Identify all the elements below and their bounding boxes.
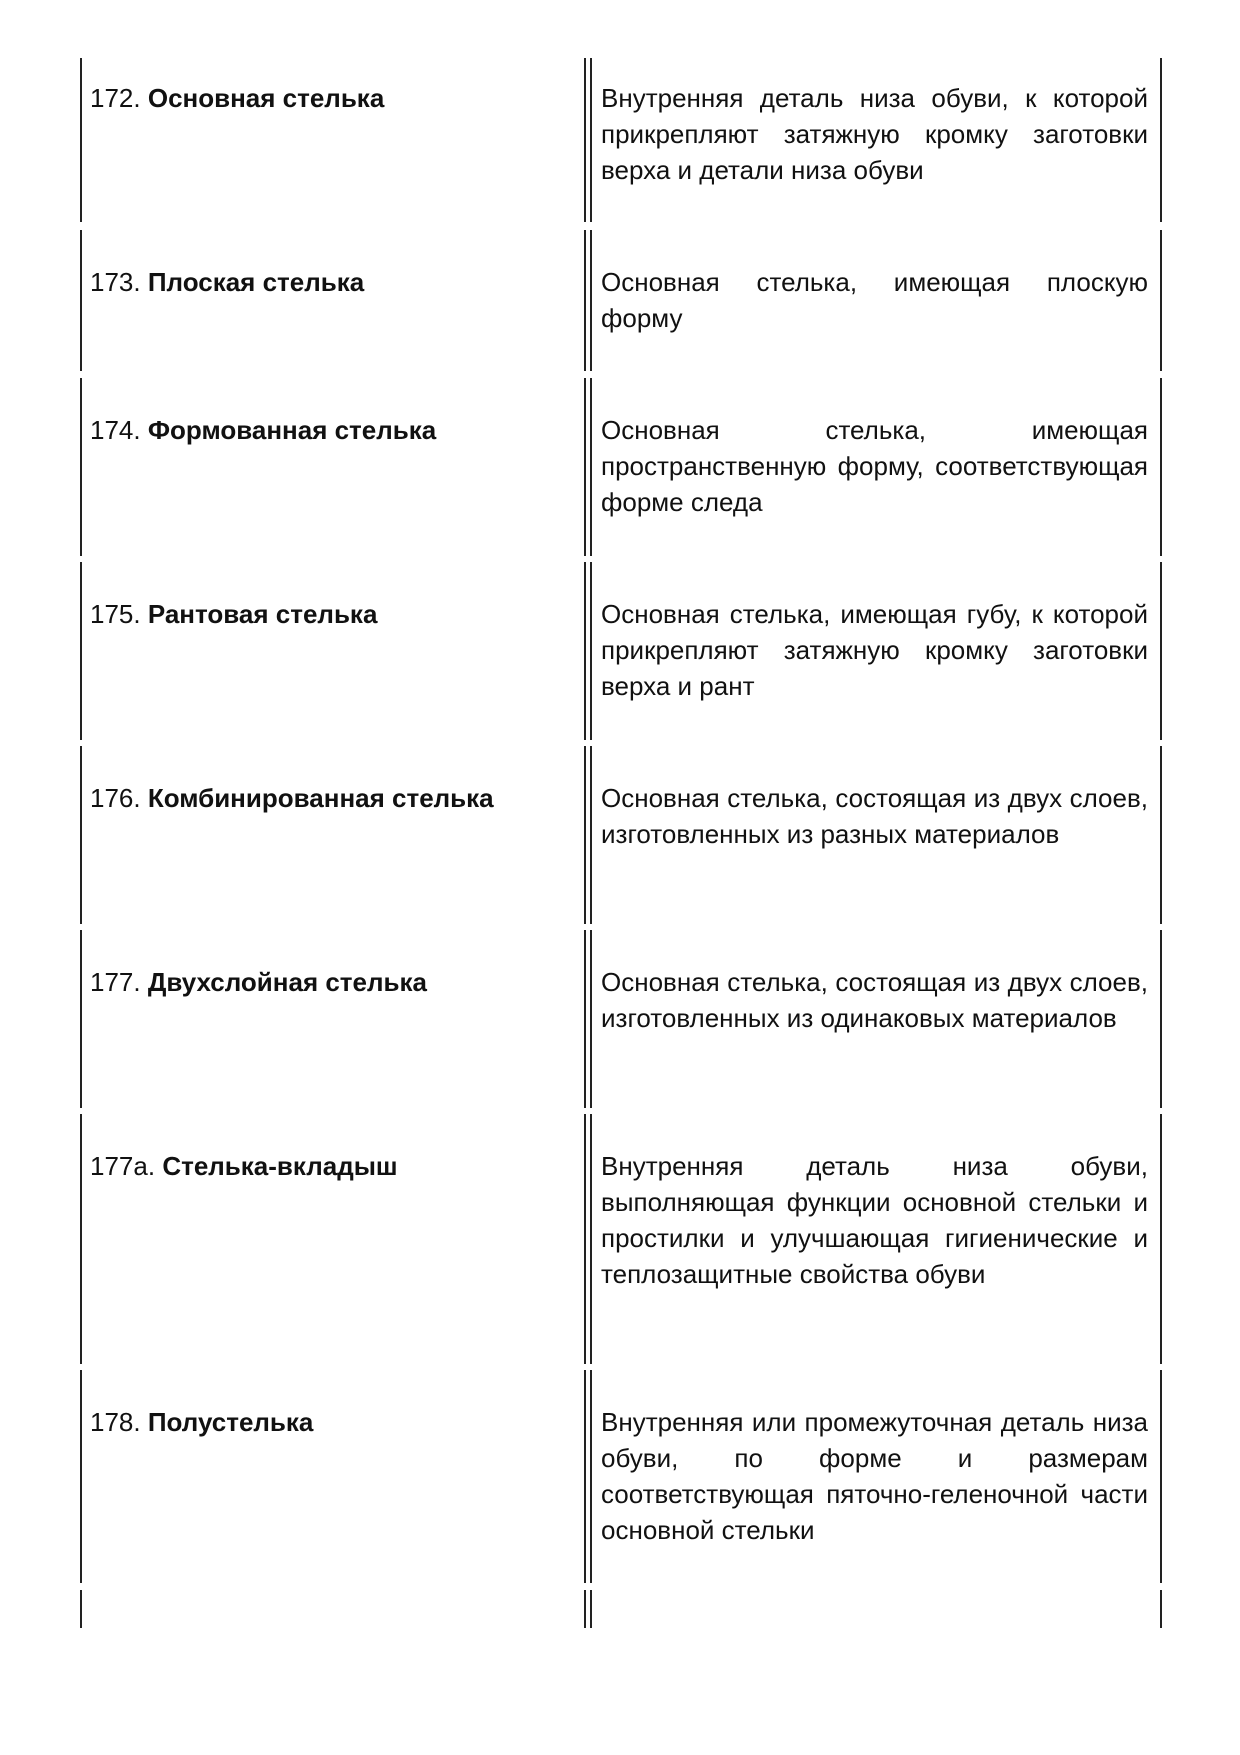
left-border-row-9	[80, 1590, 82, 1628]
definition-cell-178: Внутренняя или промежуточная деталь низа обуви, по форме и размерам соответствующая пяточно-геленочной части основной стельки	[601, 1407, 1148, 1545]
middle-border-a-row-9	[584, 1590, 586, 1628]
definition-cell-174: Основная стелька, имеющая пространственную форму, соответствующая форме следа	[601, 415, 1148, 517]
term-name: Стелька-вкладыш	[162, 1151, 398, 1181]
middle-border-b-row-8	[590, 1370, 592, 1583]
right-border-row-9	[1160, 1590, 1162, 1628]
middle-border-b-row-5	[590, 746, 592, 924]
middle-border-b-row-3	[590, 378, 592, 556]
term-number: 173.	[90, 267, 141, 297]
middle-border-a-row-3	[584, 378, 586, 556]
term-name: Полустелька	[147, 1407, 314, 1437]
term-number: 177.	[90, 967, 141, 997]
middle-border-b-row-2	[590, 230, 592, 371]
middle-border-a-row-6	[584, 930, 586, 1108]
middle-border-a-row-5	[584, 746, 586, 924]
left-border-row-3	[80, 378, 82, 556]
left-border-row-2	[80, 230, 82, 371]
definition-cell-177: Основная стелька, состоящая из двух слоев, изготовленных из одинаковых материалов	[601, 967, 1148, 1033]
right-border-row-8	[1160, 1370, 1162, 1583]
term-name: Плоская стелька	[147, 267, 365, 297]
middle-border-b-row-9	[590, 1590, 592, 1628]
left-border-row-4	[80, 562, 82, 740]
term-cell-177a	[90, 1148, 560, 1184]
term-number: 175.	[90, 599, 141, 629]
term-cell-178	[90, 1404, 560, 1440]
term-number: 176.	[90, 783, 141, 813]
term-number: 172.	[90, 83, 141, 113]
middle-border-b-row-6	[590, 930, 592, 1108]
term-number: 178.	[90, 1407, 141, 1437]
left-border-row-7	[80, 1114, 82, 1364]
right-border-row-2	[1160, 230, 1162, 371]
middle-border-b-row-4	[590, 562, 592, 740]
definition-cell-175: Основная стелька, имеющая губу, к которой прикрепляют затяжную кромку заготовки верха и рант	[601, 599, 1148, 701]
term-cell-177	[90, 964, 560, 1000]
definition-cell-176: Основная стелька, состоящая из двух слоев, изготовленных из разных материалов	[601, 783, 1148, 849]
term-number: 174.	[90, 415, 141, 445]
term-name: Комбинированная стелька	[147, 783, 494, 813]
middle-border-b-row-7	[590, 1114, 592, 1364]
term-cell-174	[90, 412, 560, 448]
middle-border-a-row-7	[584, 1114, 586, 1364]
definition-cell-177a: Внутренняя деталь низа обуви, выполняющая функции основной стельки и простилки и улучшающая гигиенические и теплозащитные свойства обуви	[601, 1151, 1148, 1289]
left-border-row-8	[80, 1370, 82, 1583]
right-border-row-1	[1160, 58, 1162, 222]
term-cell-176	[90, 780, 560, 816]
right-border-row-4	[1160, 562, 1162, 740]
term-cell-175	[90, 596, 560, 632]
middle-border-a-row-1	[584, 58, 586, 222]
left-border-row-5	[80, 746, 82, 924]
middle-border-a-row-8	[584, 1370, 586, 1583]
right-border-row-7	[1160, 1114, 1162, 1364]
term-cell-173	[90, 264, 560, 300]
middle-border-b-row-1	[590, 58, 592, 222]
left-border-row-6	[80, 930, 82, 1108]
middle-border-a-row-2	[584, 230, 586, 371]
term-number: 177а.	[90, 1151, 156, 1181]
middle-border-a-row-4	[584, 562, 586, 740]
right-border-row-3	[1160, 378, 1162, 556]
term-name: Двухслойная стелька	[147, 967, 427, 997]
term-name: Формованная стелька	[147, 415, 437, 445]
term-cell-172	[90, 80, 560, 116]
definition-cell-172: Внутренняя деталь низа обуви, к которой прикрепляют затяжную кромку заготовки верха и детали низа обуви	[601, 83, 1148, 185]
right-border-row-5	[1160, 746, 1162, 924]
term-name: Основная стелька	[147, 83, 385, 113]
definition-cell-173: Основная стелька, имеющая плоскую форму	[601, 267, 1148, 333]
left-border-row-1	[80, 58, 82, 222]
right-border-row-6	[1160, 930, 1162, 1108]
term-name: Рантовая стелька	[147, 599, 378, 629]
